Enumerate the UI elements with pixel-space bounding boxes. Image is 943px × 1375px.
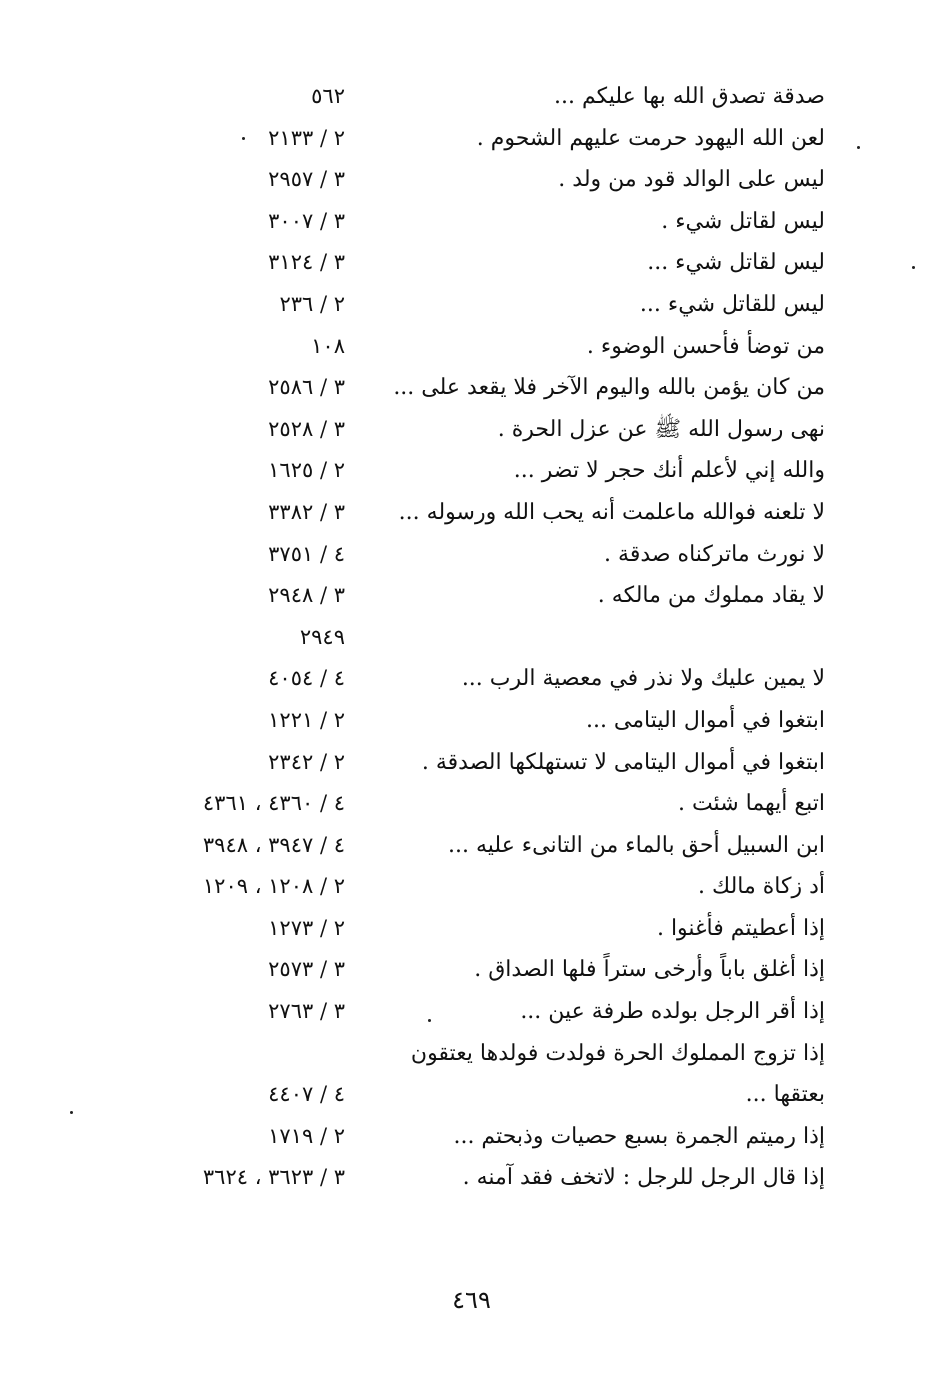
entry-text: لا نورث ماتركناه صدقة . [604,541,825,567]
entry-reference: ٤ / ٤٤٠٧ [268,1082,345,1107]
index-entry [0,1033,943,1075]
entry-reference: ٢ / ١٦٢٥ [268,458,345,483]
index-entry [0,242,943,284]
entry-reference: ٢ / ١٧١٩ [268,1123,345,1148]
entry-reference: ٢ / ١٢٠٨ ، ١٢٠٩ [202,874,345,899]
entry-text: إذا أعطيتم فأغنوا . [656,915,825,941]
index-entry [0,1116,943,1158]
entry-text: إذا أقر الرجل بولده طرفة عين ... [520,999,825,1025]
index-entry [0,492,943,534]
index-entry [0,1074,943,1116]
index-entry [0,700,943,742]
index-entry [0,949,943,991]
index-entry [0,76,943,118]
index-entry [0,1157,943,1199]
entry-text: ابتغوا في أموال اليتامى ... [585,707,825,733]
entry-text: بعتقها ... [745,1082,825,1108]
entry-reference: ١٠٨ [311,333,345,358]
entry-reference: ٢ / ٢٣٤٢ [268,749,345,774]
entry-reference: ٤ / ٤٠٥٤ [268,666,345,691]
entry-text: ابن السبيل أحق بالماء من التانىء عليه ... [448,832,825,858]
entry-text: إذا تزوج المملوك الحرة فولدت فولدها يعتقون [410,1040,825,1066]
entry-reference: ٥٦٢ [311,84,345,108]
index-entry [0,658,943,700]
entry-text: لعن الله اليهود حرمت عليهم الشحوم . [476,125,825,151]
entry-reference: ٣ / ٣١٢٤ [268,250,345,275]
entry-text [355,617,825,659]
entry-text: ليس لقاتل شيء ... [647,250,825,276]
entry-reference: ٤ / ٣٩٤٧ ، ٣٩٤٨ [202,832,345,857]
entry-text: اتبع أيهما شئت . [677,791,825,817]
entry-reference: ٤ / ٣٧٥١ [268,541,345,566]
index-entry [0,284,943,326]
entry-text: ليس على الوالد قود من ولد . [558,167,825,193]
index-entry [0,367,943,409]
entry-text: ليس لقاتل شيء . [661,208,825,234]
entry-text: ابتغوا في أموال اليتامى لا تستهلكها الصدقة . [421,749,825,775]
entry-reference: ٢ / ٢٣٦ [279,291,345,316]
index-entry [0,159,943,201]
entry-reference: ٣ / ٣٣٨٢ [268,499,345,524]
ink-speck [912,266,915,269]
ink-speck [428,1019,431,1022]
index-entry [0,783,943,825]
index-entry [0,450,943,492]
entry-reference: ٣ / ٣٠٠٧ [268,208,345,233]
entry-text: من توضأ فأحسن الوضوء . [586,333,825,359]
entry-reference: ٣ / ٢٥٨٦ [268,375,345,400]
entry-reference: ٣ / ٢٩٥٧ [268,167,345,192]
entry-reference: ٣ / ٢٥٢٨ [268,416,345,441]
index-entry [0,991,943,1033]
entry-text: نهى رسول الله ﷺ عن عزل الحرة . [497,416,825,442]
entry-reference: ٤ / ٤٣٦٠ ، ٤٣٦١ [202,791,345,816]
entry-reference: ٣ / ٣٦٢٣ ، ٣٦٢٤ [202,1165,345,1190]
entry-text: إذا قال الرجل للرجل : لاتخف فقد آمنه . [462,1165,825,1191]
ink-speck [70,1111,73,1114]
index-entry [0,575,943,617]
entry-text: والله إني لأعلم أنك حجر لا تضر ... [513,458,825,484]
entry-text: إذا أغلق باباً وأرخى ستراً فلها الصداق . [474,957,825,983]
ink-speck [242,137,245,140]
entry-text: لا تلعنه فوالله ماعلمت أنه يحب الله ورسوله ... [398,499,825,525]
entry-reference: ٣ / ٢٧٦٣ [268,999,345,1024]
index-entry [0,326,943,368]
entry-text: لا يقاد مملوك من مالكه . [597,583,825,609]
entry-text: ليس للقاتل شيء ... [639,291,825,317]
entry-reference: ٢ / ٢١٣٣ [268,125,345,150]
page-number: ٤٦٩ [452,1286,491,1314]
entry-reference: ٢٩٤٩ [299,624,345,649]
entry-text: أد زكاة مالك . [698,874,825,900]
ink-speck [857,146,860,149]
index-entry [0,742,943,784]
index-entry [0,908,943,950]
entry-text: صدقة تصدق الله بها عليكم ... [553,84,825,109]
index-entry [0,118,943,160]
entry-reference: ٢ / ١٢٢١ [268,707,345,732]
index-entry [0,617,943,659]
entry-text: إذا رميتم الجمرة بسبع حصيات وذبحتم ... [453,1123,825,1149]
index-entry [0,201,943,243]
index-entry [0,534,943,576]
index-entry [0,825,943,867]
index-list [0,76,943,1199]
index-entry [0,409,943,451]
entry-text: لا يمين عليك ولا نذر في معصية الرب ... [461,666,825,692]
entry-reference: ٣ / ٢٩٤٨ [268,583,345,608]
entry-text: من كان يؤمن بالله واليوم الآخر فلا يقعد على ... [393,375,825,401]
entry-reference: ٣ / ٢٥٧٣ [268,957,345,982]
index-entry [0,866,943,908]
entry-reference [115,1033,345,1075]
entry-reference: ٢ / ١٢٧٣ [268,915,345,940]
